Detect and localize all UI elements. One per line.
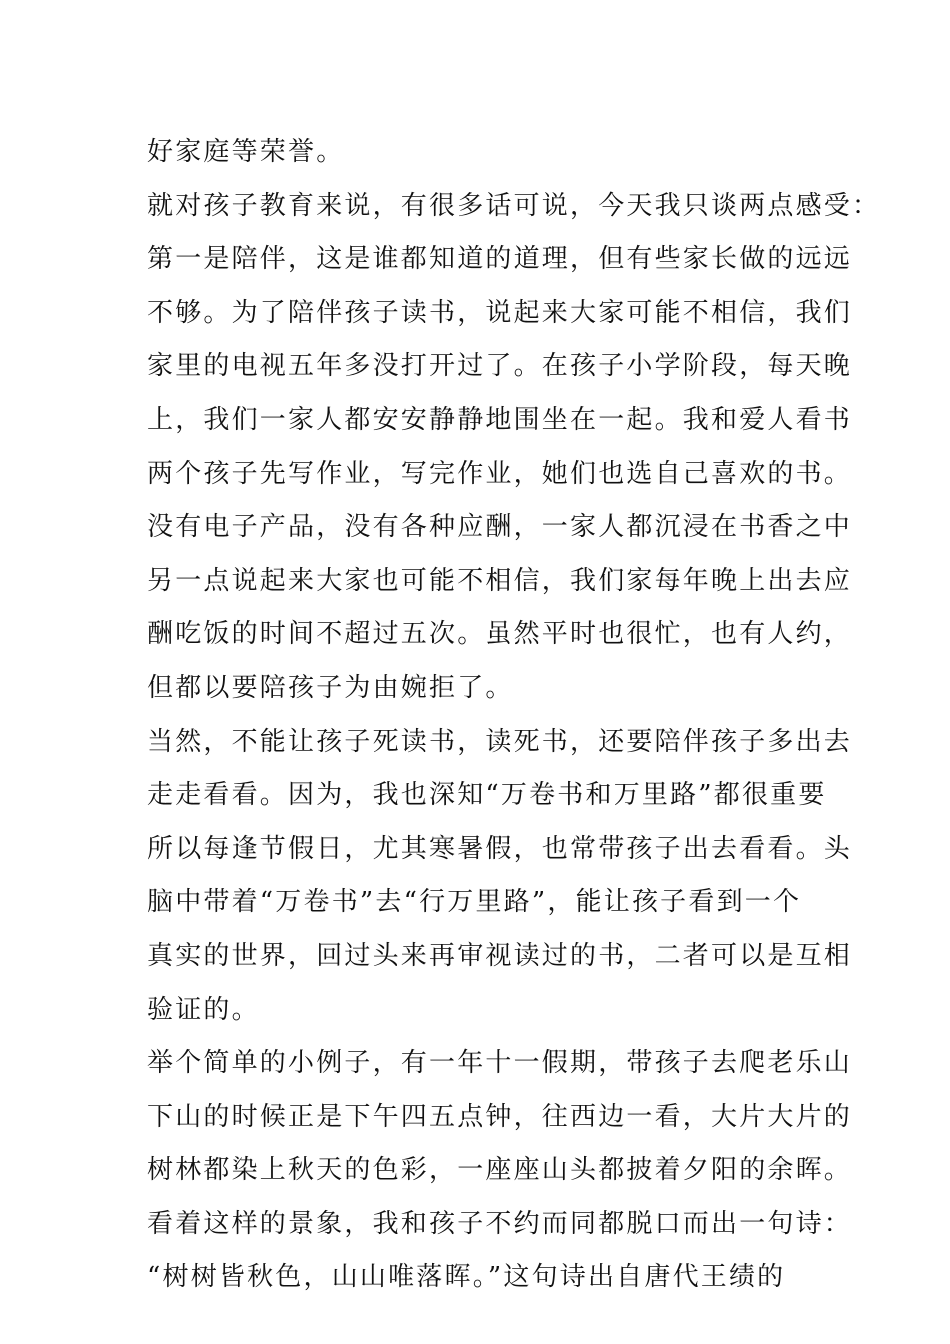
text-line: 当然，不能让孩子死读书，读死书，还要陪伴孩子多出去 xyxy=(147,726,853,757)
text-line: 所以每逢节假日，尤其寒暑假，也常带孩子出去看看。头 xyxy=(147,833,853,864)
text-line: 就对孩子教育来说，有很多话可说，今天我只谈两点感受： xyxy=(147,190,881,221)
text-line: 真实的世界，回过头来再审视读过的书，二者可以是互相 xyxy=(147,940,853,971)
text-line: 没有电子产品，没有各种应酬，一家人都沉浸在书香之中 xyxy=(147,512,853,543)
body-text xyxy=(147,126,881,1305)
text-line: 酬吃饭的时间不超过五次。虽然平时也很忙，也有人约， xyxy=(147,619,853,650)
text-line: 好家庭等荣誉。 xyxy=(147,137,345,167)
text-line: 看着这样的景象，我和孩子不约而同都脱口而出一句诗： xyxy=(147,1208,853,1239)
text-line: 但都以要陪孩子为由婉拒了。 xyxy=(147,672,514,703)
text-line: 两个孩子先写作业，写完作业，她们也选自己喜欢的书。 xyxy=(147,458,853,489)
text-line: 验证的。 xyxy=(147,994,260,1025)
text-line: 下山的时候正是下午四五点钟，往西边一看，大片大片的 xyxy=(147,1101,853,1132)
text-line: 举个简单的小例子，有一年十一假期，带孩子去爬老乐山 xyxy=(147,1048,853,1079)
text-line: 脑中带着“万卷书”去“行万里路”，能让孩子看到一个 xyxy=(147,887,802,918)
text-line: 不够。为了陪伴孩子读书，说起来大家可能不相信，我们 xyxy=(147,297,853,328)
text-line: “树树皆秋色，山山唯落晖。”这句诗出自唐代王绩的 xyxy=(147,1262,786,1293)
text-line: 第一是陪伴，这是谁都知道的道理，但有些家长做的远远 xyxy=(147,244,853,275)
text-line: 另一点说起来大家也可能不相信，我们家每年晚上出去应 xyxy=(147,565,853,596)
text-line: 家里的电视五年多没打开过了。在孩子小学阶段，每天晚 xyxy=(147,351,853,382)
text-line: 树林都染上秋天的色彩，一座座山头都披着夕阳的余晖。 xyxy=(147,1155,853,1186)
text-line: 走走看看。因为，我也深知“万卷书和万里路”都很重要 xyxy=(147,780,827,811)
text-line: 上，我们一家人都安安静静地围坐在一起。我和爱人看书 xyxy=(147,404,853,435)
